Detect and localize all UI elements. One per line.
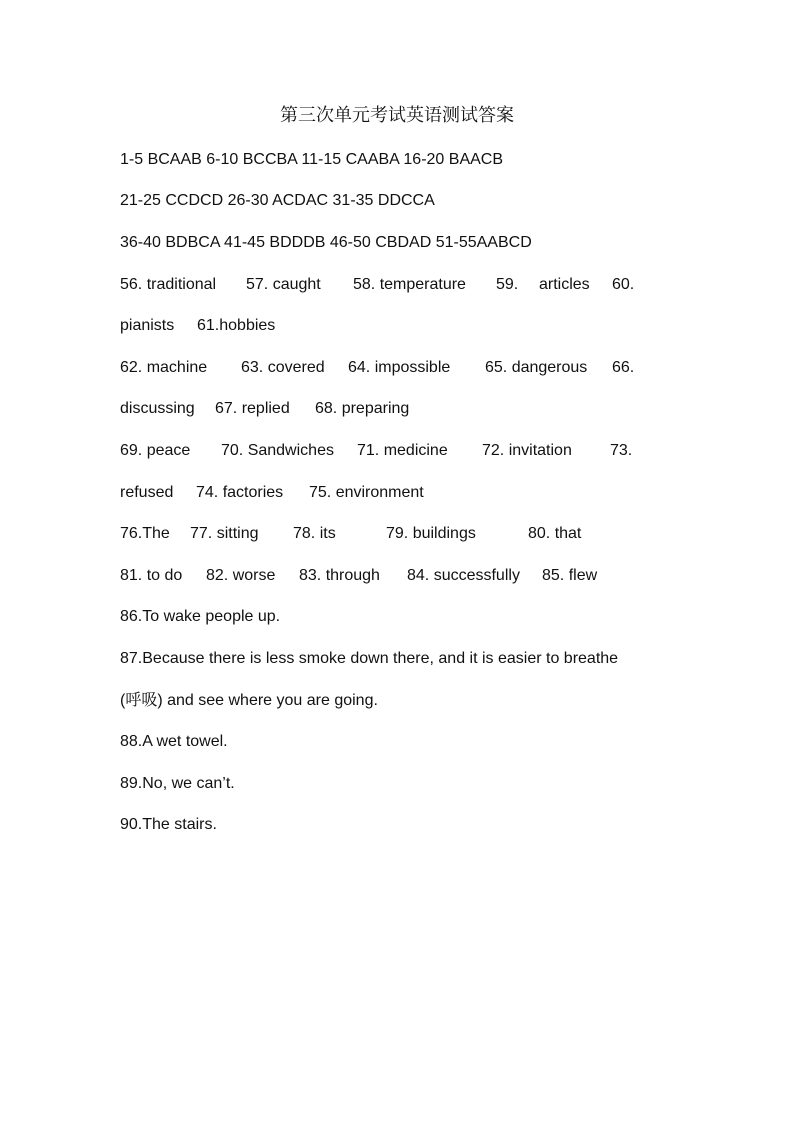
fill-row-76-80	[120, 522, 680, 546]
fill-row-62-66	[120, 356, 680, 380]
answer-58: 58. temperature	[353, 276, 466, 293]
answer-73-number: 73.	[610, 442, 633, 459]
answer-83: 83. through	[299, 567, 380, 584]
mc-answers-line-1: 1-5 BCAAB 6-10 BCCBA 11-15 CAABA 16-20 BAACB	[120, 151, 504, 168]
answer-87-line-2: (呼吸) and see where you are going.	[120, 692, 378, 709]
answer-61: 61.hobbies	[197, 317, 276, 334]
answer-65: 65. dangerous	[485, 359, 588, 376]
answer-62: 62. machine	[120, 359, 208, 376]
mc-answers-line-3: 36-40 BDBCA 41-45 BDDDB 46-50 CBDAD 51-55AABCD	[120, 234, 532, 251]
answer-77: 77. sitting	[190, 525, 259, 542]
answer-72: 72. invitation	[482, 442, 572, 459]
page-title: 第三次单元考试英语测试答案	[280, 105, 514, 126]
answer-60: pianists	[120, 317, 175, 334]
answer-88: 88.A wet towel.	[120, 733, 228, 750]
mc-answers-line-2: 21-25 CCDCD 26-30 ACDAC 31-35 DDCCA	[120, 192, 435, 209]
answer-64: 64. impossible	[348, 359, 451, 376]
answer-76: 76.The	[120, 525, 170, 542]
answer-80: 80. that	[528, 525, 582, 542]
answer-75: 75. environment	[309, 484, 424, 501]
answer-78: 78. its	[293, 525, 336, 542]
fill-row-66-68	[120, 397, 680, 421]
answer-63: 63. covered	[241, 359, 325, 376]
answer-82: 82. worse	[206, 567, 276, 584]
answer-59-number: 59.	[496, 276, 519, 293]
answer-57: 57. caught	[246, 276, 321, 293]
fill-row-73-75	[120, 481, 680, 505]
answer-84: 84. successfully	[407, 567, 520, 584]
answer-74: 74. factories	[196, 484, 284, 501]
answer-86: 86.To wake people up.	[120, 608, 281, 625]
answer-56: 56. traditional	[120, 276, 217, 293]
answer-71: 71. medicine	[357, 442, 448, 459]
answer-85: 85. flew	[542, 567, 598, 584]
answer-59: articles	[539, 276, 590, 293]
answer-68: 68. preparing	[315, 400, 410, 417]
answer-73: refused	[120, 484, 174, 501]
answer-66-number: 66.	[612, 359, 635, 376]
answer-89: 89.No, we can’t.	[120, 775, 235, 792]
answer-87-line-1: 87.Because there is less smoke down there, and it is easier to breathe	[120, 650, 619, 667]
answer-66: discussing	[120, 400, 195, 417]
answer-79: 79. buildings	[386, 525, 476, 542]
answer-90: 90.The stairs.	[120, 816, 217, 833]
answer-81: 81. to do	[120, 567, 183, 584]
answer-69: 69. peace	[120, 442, 191, 459]
fill-row-56-60	[120, 273, 680, 297]
answer-70: 70. Sandwiches	[221, 442, 334, 459]
fill-row-60-61	[120, 314, 680, 338]
answer-67: 67. replied	[215, 400, 290, 417]
answer-60-number: 60.	[612, 276, 635, 293]
fill-row-81-85	[120, 564, 680, 588]
fill-row-69-73	[120, 439, 680, 463]
